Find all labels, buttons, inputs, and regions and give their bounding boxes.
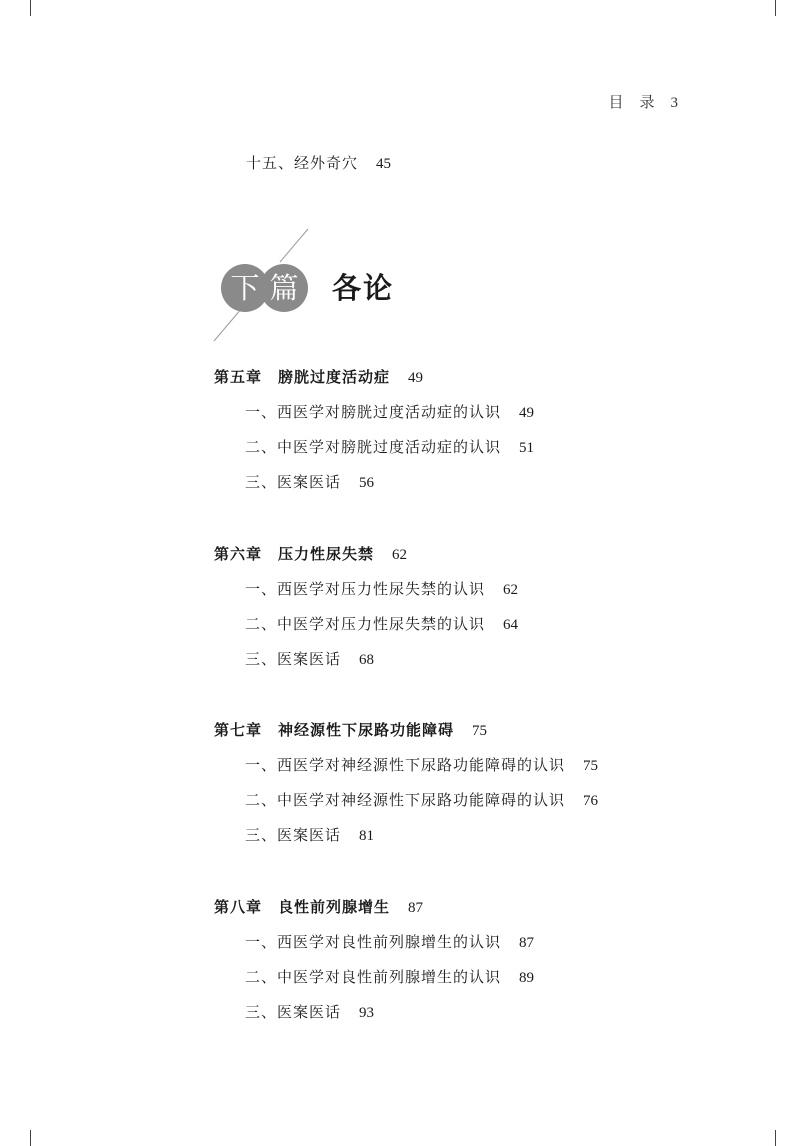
chapter-number: 第八章 <box>214 898 263 916</box>
section-page: 93 <box>359 1005 375 1021</box>
section-title: 一、西医学对膀胱过度活动症的认识 <box>245 403 502 421</box>
running-header-page-number: 3 <box>670 95 680 111</box>
toc-section[interactable] <box>245 437 714 457</box>
toc-section[interactable] <box>245 932 714 952</box>
crop-mark-top-left <box>30 0 31 16</box>
section-title: 一、西医学对压力性尿失禁的认识 <box>245 580 486 598</box>
section-title: 二、中医学对压力性尿失禁的认识 <box>245 615 486 633</box>
section-title: 二、中医学对膀胱过度活动症的认识 <box>245 438 502 456</box>
chapter-number: 第五章 <box>214 368 263 386</box>
chapter-page: 49 <box>408 370 424 386</box>
crop-mark-top-right <box>775 0 776 16</box>
section-title: 二、中医学对良性前列腺增生的认识 <box>245 968 502 986</box>
toc-section[interactable] <box>245 790 714 810</box>
chapter-block <box>214 897 714 1022</box>
toc-entry-carry-over[interactable] <box>246 152 391 173</box>
section-title: 三、医案医话 <box>245 650 342 668</box>
toc-section[interactable] <box>245 579 714 599</box>
chapter-title[interactable] <box>214 544 714 564</box>
toc-section[interactable] <box>245 649 714 669</box>
chapter-number: 第六章 <box>214 545 263 563</box>
section-title: 三、医案医话 <box>245 473 342 491</box>
chapter-name: 压力性尿失禁 <box>278 545 375 563</box>
section-title: 一、西医学对良性前列腺增生的认识 <box>245 933 502 951</box>
crop-mark-bottom-left <box>30 1130 31 1146</box>
toc-section[interactable] <box>245 755 714 775</box>
toc-section[interactable] <box>245 825 714 845</box>
chapter-page: 87 <box>408 900 424 916</box>
section-page: 89 <box>519 970 535 986</box>
section-title: 二、中医学对神经源性下尿路功能障碍的认识 <box>245 791 566 809</box>
part-title <box>212 226 432 346</box>
section-title: 三、医案医话 <box>245 1003 342 1021</box>
section-title: 一、西医学对神经源性下尿路功能障碍的认识 <box>245 756 566 774</box>
section-title: 三、医案医话 <box>245 826 342 844</box>
toc-section[interactable] <box>245 402 714 422</box>
chapter-title[interactable] <box>214 367 714 387</box>
toc-entry-page: 45 <box>376 156 392 172</box>
chapter-block <box>214 720 714 845</box>
chapter-name: 膀胱过度活动症 <box>278 368 391 386</box>
running-header-label-1: 目 <box>608 93 626 111</box>
section-page: 68 <box>359 652 375 668</box>
section-page: 75 <box>583 758 599 774</box>
section-page: 56 <box>359 475 375 491</box>
chapter-number: 第七章 <box>214 721 263 739</box>
part-name: 各论 <box>332 271 395 305</box>
chapter-title[interactable] <box>214 720 714 740</box>
toc-section[interactable] <box>245 614 714 634</box>
section-page: 49 <box>519 405 535 421</box>
toc-section[interactable] <box>245 967 714 987</box>
chapter-page: 75 <box>472 723 488 739</box>
chapter-page: 62 <box>392 547 408 563</box>
section-page: 87 <box>519 935 535 951</box>
running-header-label-2: 录 <box>639 93 657 111</box>
chapter-name: 神经源性下尿路功能障碍 <box>278 721 455 739</box>
toc-entry-title: 十五、经外奇穴 <box>246 154 359 172</box>
section-page: 76 <box>583 793 599 809</box>
part-badge-1: 下 <box>221 264 269 312</box>
chapter-name: 良性前列腺增生 <box>278 898 391 916</box>
toc-section[interactable] <box>245 1002 714 1022</box>
toc-section[interactable] <box>245 472 714 492</box>
section-page: 62 <box>503 582 519 598</box>
running-header <box>608 91 680 112</box>
chapter-title[interactable] <box>214 897 714 917</box>
chapter-block <box>214 367 714 492</box>
section-page: 64 <box>503 617 519 633</box>
section-page: 51 <box>519 440 535 456</box>
part-badge-2: 篇 <box>260 264 308 312</box>
section-page: 81 <box>359 828 375 844</box>
crop-mark-bottom-right <box>775 1130 776 1146</box>
chapter-block <box>214 544 714 669</box>
